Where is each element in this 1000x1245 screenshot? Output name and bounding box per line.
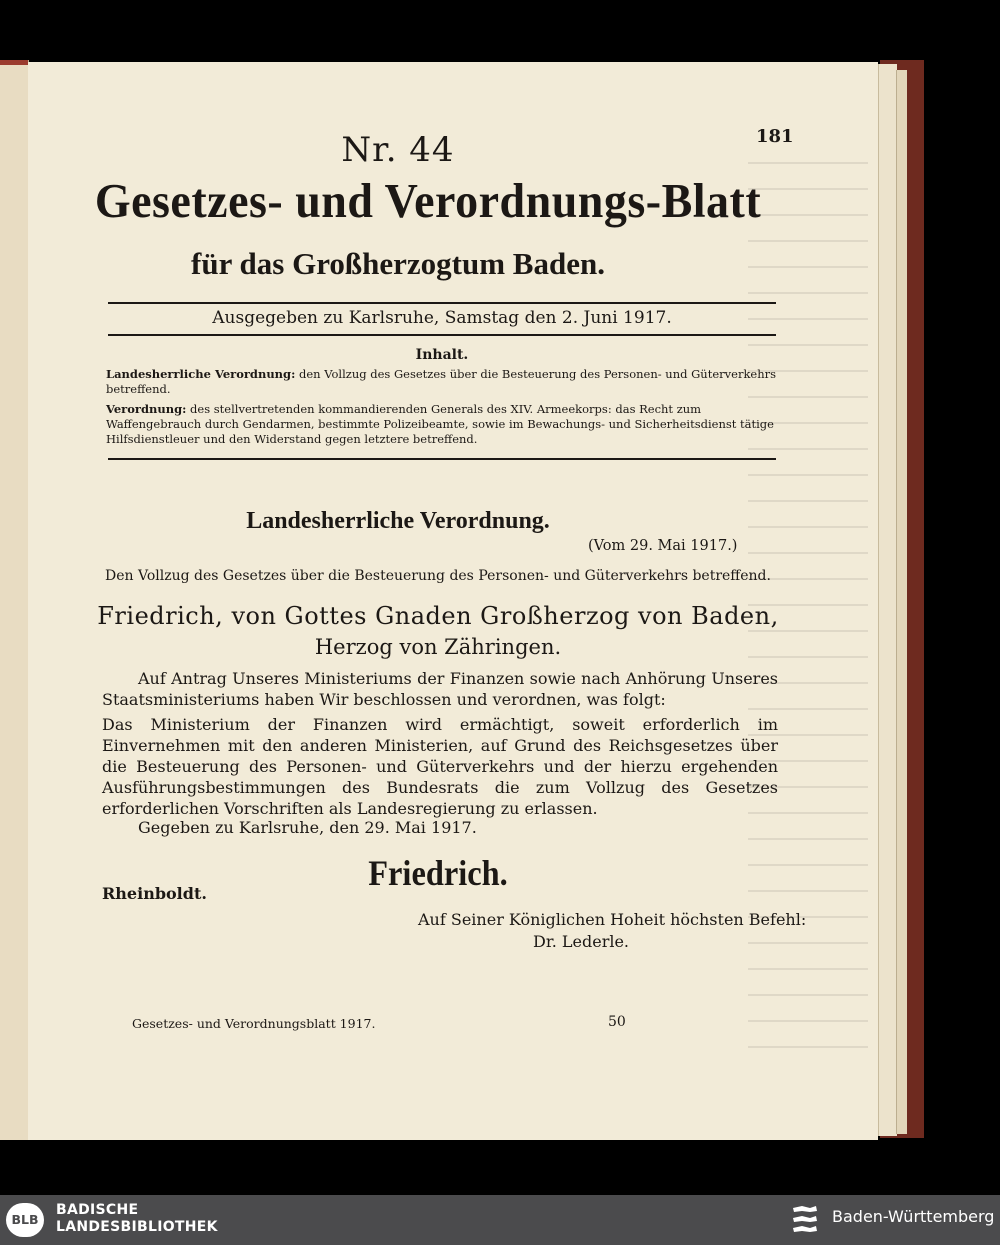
sovereign-subtitle: Herzog von Zähringen.: [314, 635, 562, 659]
right-page-stack-inner: [896, 70, 907, 1134]
sovereign-title: Friedrich, von Gottes Gnaden Großherzog von Baden,: [97, 602, 779, 630]
toc-item-label: Verordnung:: [106, 402, 187, 416]
issued-rule: [108, 334, 776, 336]
document-page: [28, 62, 878, 1140]
cosigner: Rheinboldt.: [102, 884, 207, 903]
toc-item-label: Landesherrliche Verordnung:: [106, 367, 296, 381]
command-line: Auf Seiner Königlichen Hoheit höchsten Befehl:: [418, 910, 807, 929]
left-page-edge: [0, 60, 29, 1140]
toc-item-text: den Vollzug des Gesetzes über die Besteuerung des Personen- und Güterverkehrs betreffend.: [106, 367, 777, 396]
left-binding-stripe: [0, 60, 28, 65]
toc-item: [106, 367, 778, 397]
right-page-stack: [878, 64, 897, 1136]
date-line: (Vom 29. Mai 1917.): [588, 538, 738, 554]
toc-item-text: des stellvertretenden kommandierenden Generals des XIV. Armeekorps: das Recht zum Waffengebrauch durch Gendarmen, bestimmte Polizeibeamte, sowie im Bewachungs- und Sicherheitsdienst tätige Hilfsdienstleuer und den Widerstand gegen letztere betreffend.: [106, 402, 774, 446]
institution-name-line: LANDESBIBLIOTHEK: [56, 1219, 218, 1235]
institution-name-line: BADISCHE: [56, 1202, 139, 1218]
lion-icon: [790, 1203, 820, 1237]
footer-publication: Gesetzes- und Verordnungsblatt 1917.: [132, 1016, 376, 1031]
toc-item: [106, 402, 778, 447]
footer-sheet-number: 50: [608, 1014, 626, 1030]
paragraph: Auf Antrag Unseres Ministeriums der Finanzen sowie nach Anhörung Unseres Staatsministeriums haben Wir beschlossen und verordnen, was folgt:: [102, 669, 778, 709]
issue-number: Nr. 44: [341, 130, 455, 170]
page-number: 181: [756, 126, 794, 147]
masthead-title: Gesetzes- und Verordnungs-Blatt: [94, 173, 762, 228]
paragraph: Das Ministerium der Finanzen wird ermächtigt, soweit erforderlich im Einvernehmen mit den anderen Ministerien, auf Grund des Reichsgesetzes über die Besteuerung des Personen- und Güterverkehrs und der hierzu ergehenden Ausführungsbestimmungen des Bundesrats die zum Vollzug des Gesetzes erforderlichen Vorschriften als Landesregierung zu erlassen.: [102, 715, 778, 818]
given-line: Gegeben zu Karlsruhe, den 29. Mai 1917.: [138, 818, 477, 837]
issued-line: Ausgegeben zu Karlsruhe, Samstag den 2. Juni 1917.: [212, 308, 672, 328]
state-name[interactable]: Baden-Württemberg: [832, 1207, 995, 1226]
blb-logo[interactable]: BLB: [6, 1203, 44, 1237]
signature: Friedrich.: [368, 853, 508, 893]
section-title: Landesherrliche Verordnung.: [246, 508, 550, 534]
toc-heading: Inhalt.: [415, 347, 469, 363]
top-rule: [108, 302, 776, 304]
command-signatory: Dr. Lederle.: [533, 932, 630, 951]
subject-line: Den Vollzug des Gesetzes über die Besteuerung des Personen- und Güterverkehrs betreffend.: [105, 568, 771, 584]
masthead-subtitle: für das Großherzogtum Baden.: [191, 246, 605, 281]
toc-bottom-rule: [108, 458, 776, 460]
institution-name: [56, 1202, 218, 1236]
viewer-footer-bar: [0, 1195, 1000, 1245]
